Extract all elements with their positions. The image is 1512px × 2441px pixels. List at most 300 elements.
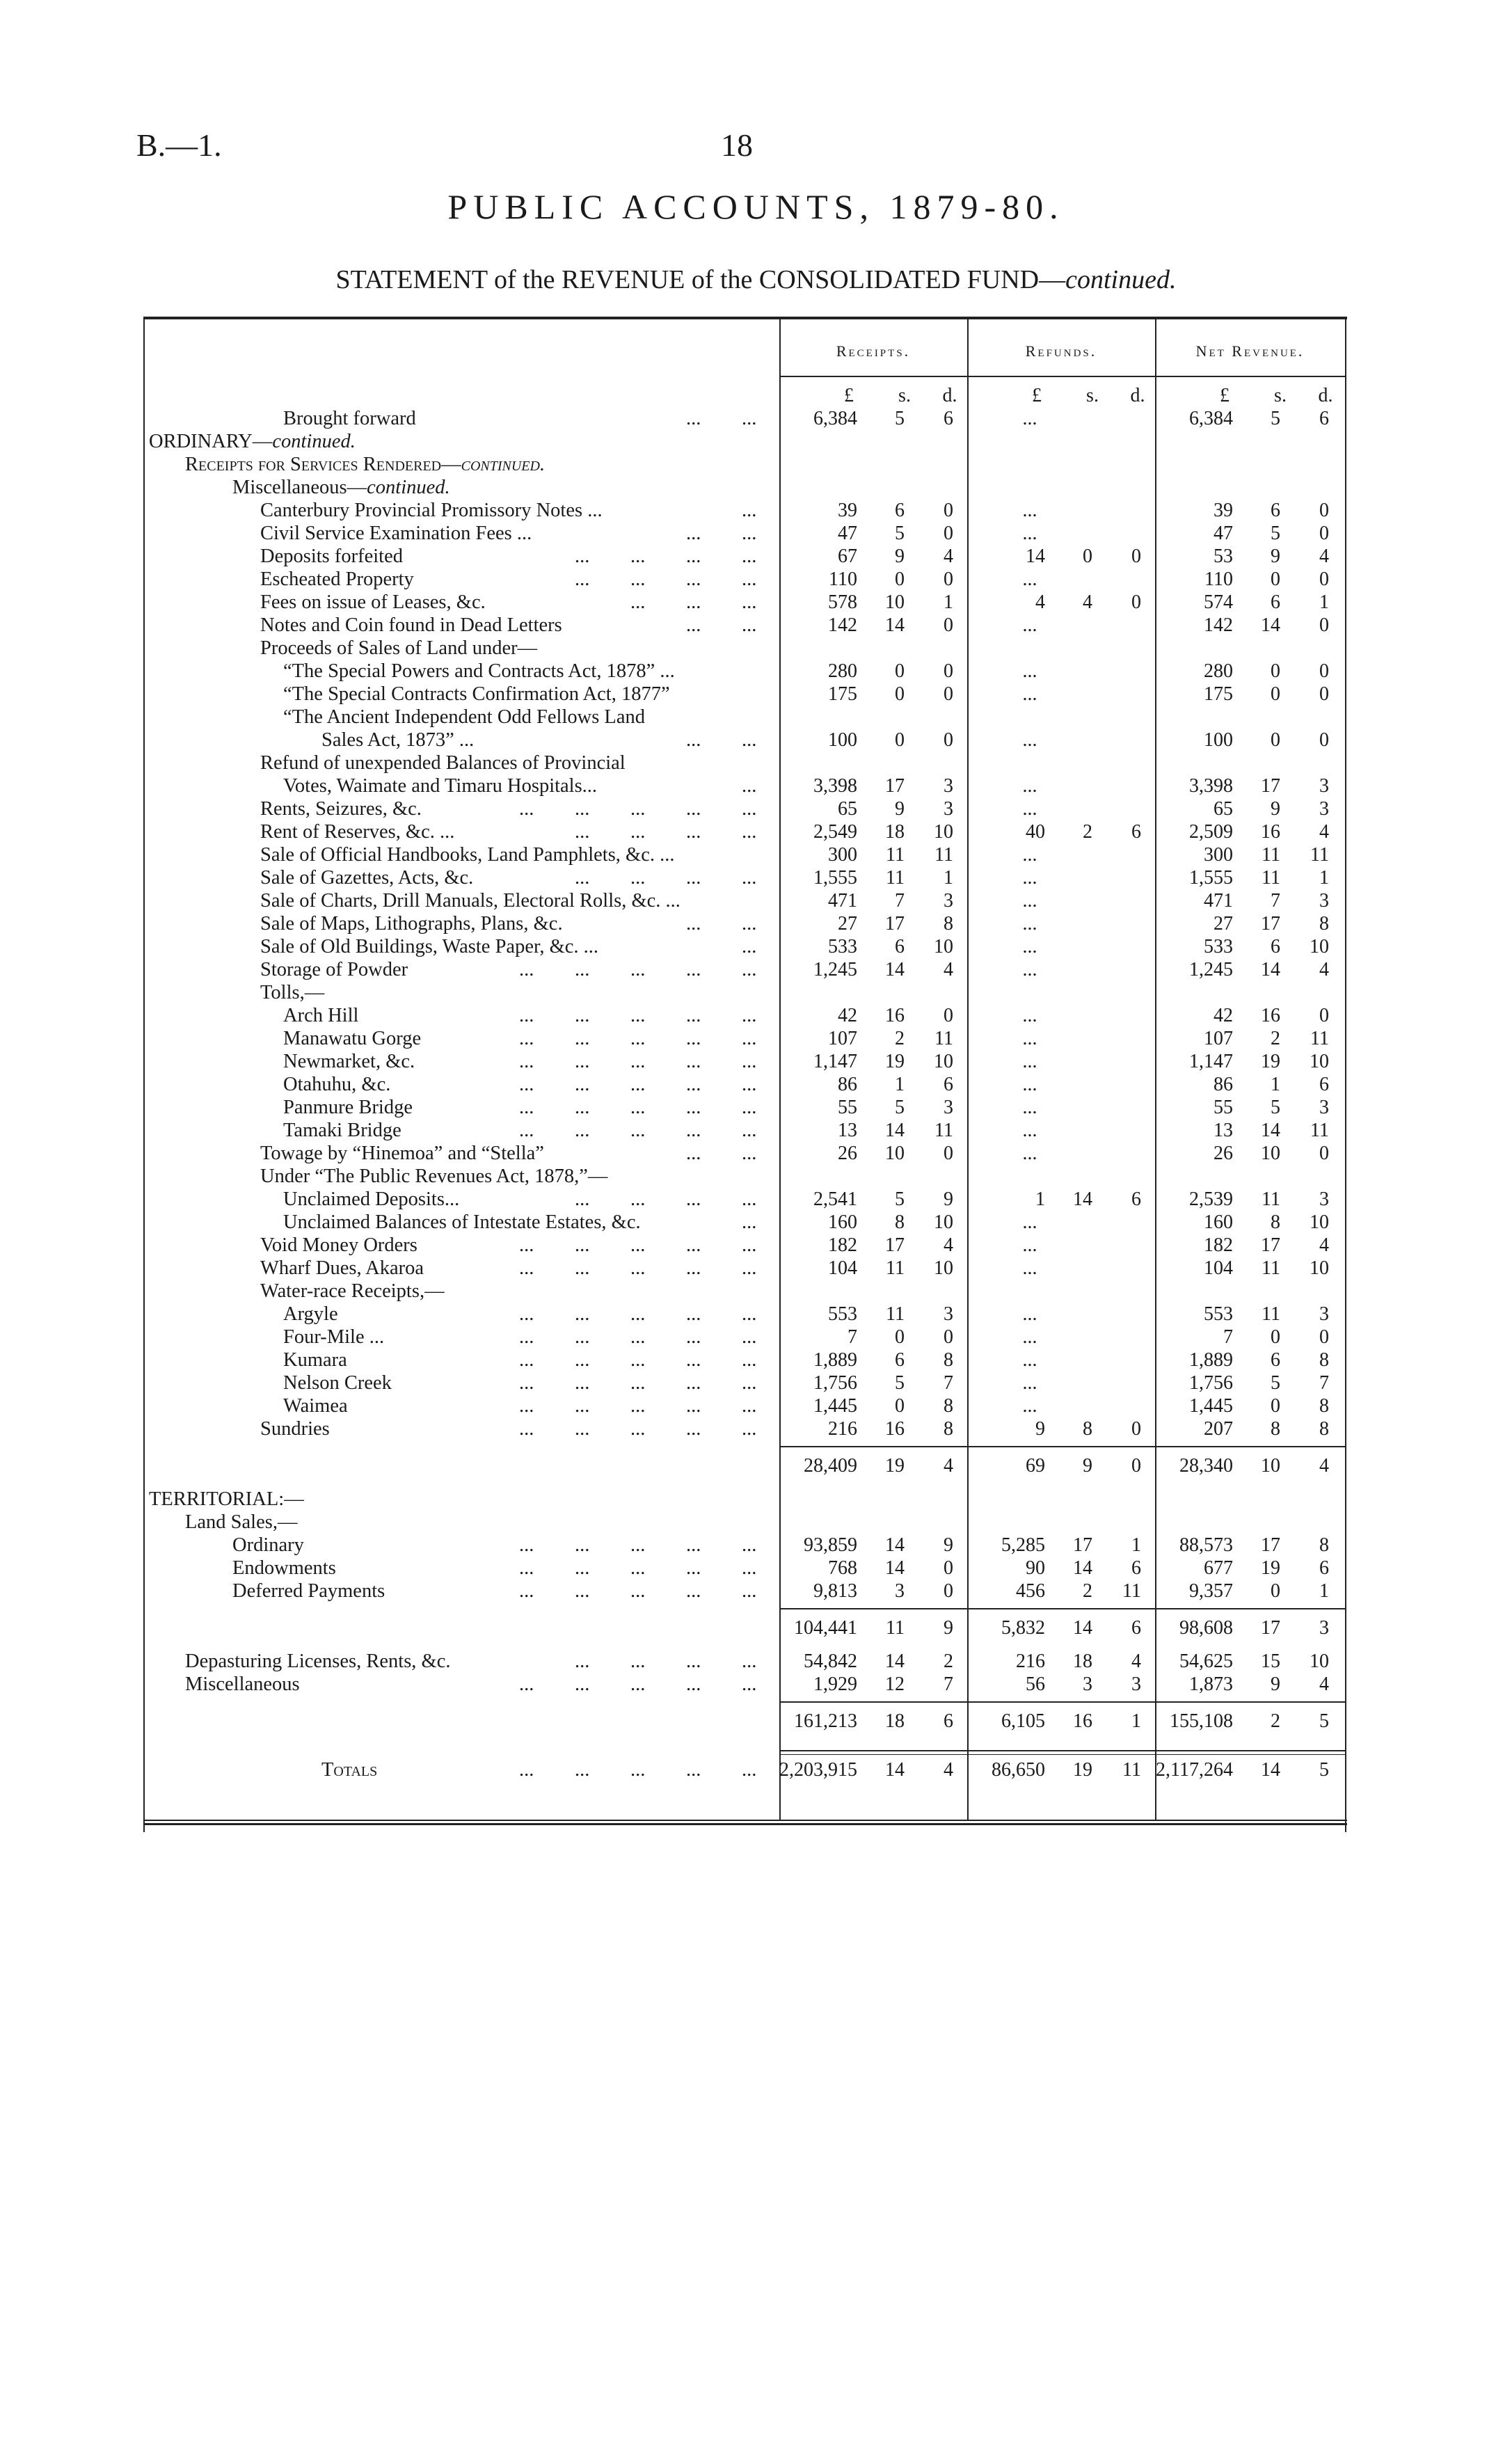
- pence-unit: d.: [1130, 385, 1145, 406]
- table-row: [143, 1371, 1347, 1394]
- row-label: [260, 820, 454, 843]
- refunds-pounds: 456: [1016, 1580, 1045, 1602]
- leader-dot: ...: [630, 867, 646, 889]
- receipts-pounds: 65: [838, 798, 857, 820]
- leader-dot: ...: [742, 523, 757, 544]
- table-row: [143, 683, 1347, 706]
- refunds-pence: 0: [1131, 591, 1141, 613]
- leader-dot: ...: [630, 591, 646, 613]
- sum-rule: [779, 1446, 1345, 1447]
- net-revenue-pounds: 677: [1204, 1557, 1233, 1579]
- net-revenue-shillings: 11: [1262, 867, 1280, 889]
- net-revenue-shillings: 11: [1262, 1303, 1280, 1325]
- statement-subtitle: [0, 264, 1512, 295]
- row-label: [260, 1280, 445, 1303]
- row-label-text: Panmure Bridge: [283, 1097, 413, 1118]
- refunds-pounds: 14: [1026, 546, 1045, 567]
- refunds-shillings: 2: [1083, 1580, 1092, 1602]
- column-header-rule: [779, 376, 1345, 377]
- refunds-nil: ...: [1022, 1234, 1037, 1256]
- leader-dot: ...: [742, 1234, 757, 1256]
- receipts-pounds: 1,929: [813, 1673, 857, 1695]
- leader-dot: ...: [575, 1418, 590, 1440]
- net-revenue-pence: 4: [1319, 1234, 1329, 1256]
- receipts-shillings: 11: [886, 1257, 905, 1279]
- row-label: [149, 1488, 304, 1511]
- leader-dot: ...: [519, 1349, 534, 1371]
- row-label-text: Under “The Public Revenues Act, 1878,”—: [260, 1166, 608, 1187]
- leader-dot: ...: [519, 1028, 534, 1049]
- leader-dot: ...: [742, 1580, 757, 1602]
- net-revenue-pounds: 7: [1223, 1326, 1233, 1348]
- receipts-shillings: 0: [895, 729, 905, 751]
- row-label: [283, 1027, 421, 1050]
- row-label-text: Civil Service Examination Fees ...: [260, 523, 532, 544]
- net-revenue-shillings: 10: [1261, 1455, 1280, 1477]
- leader-dot: ...: [742, 1120, 757, 1141]
- table-row: [143, 522, 1347, 545]
- leader-dot: ...: [686, 1257, 701, 1279]
- table-row: [143, 1673, 1347, 1696]
- table-row: [143, 1326, 1347, 1349]
- net-revenue-pounds: 1,756: [1189, 1372, 1233, 1394]
- receipts-pence: 9: [944, 1188, 953, 1210]
- leader-dot: ...: [742, 408, 757, 429]
- leader-dot: ...: [630, 1580, 646, 1602]
- net-revenue-shillings: 6: [1271, 500, 1280, 521]
- net-revenue-pence: 4: [1319, 959, 1329, 980]
- receipts-pence: 6: [944, 408, 953, 429]
- receipts-pounds: 9,813: [813, 1580, 857, 1602]
- table-row: [143, 407, 1347, 430]
- net-revenue-pence: 1: [1319, 1580, 1329, 1602]
- table-row: [143, 1650, 1347, 1673]
- leader-dot: ...: [686, 614, 701, 636]
- table-row: [143, 1349, 1347, 1371]
- leader-dot: ...: [630, 798, 646, 820]
- net-revenue-shillings: 14: [1261, 1759, 1280, 1781]
- net-revenue-pounds: 86: [1213, 1074, 1233, 1095]
- leader-dot: ...: [519, 1074, 534, 1095]
- row-label: [260, 568, 414, 591]
- table-row: [143, 614, 1347, 637]
- receipts-shillings: 11: [886, 1617, 905, 1639]
- leader-dot: ...: [686, 408, 701, 429]
- leader-dot: ...: [686, 1188, 701, 1210]
- leader-dot: ...: [575, 1005, 590, 1026]
- row-label: [283, 1349, 347, 1371]
- row-label-text: Wharf Dues, Akaroa: [260, 1257, 424, 1279]
- receipts-pounds: 104: [828, 1257, 857, 1279]
- net-revenue-shillings: 19: [1261, 1557, 1280, 1579]
- table-row: [143, 1280, 1347, 1303]
- net-revenue-shillings: 2: [1271, 1710, 1280, 1732]
- receipts-pounds: 110: [829, 568, 857, 590]
- refunds-pence: 6: [1131, 1617, 1141, 1639]
- refunds-shillings: 14: [1073, 1617, 1092, 1639]
- receipts-pence: 10: [934, 821, 953, 843]
- table-row: [143, 1119, 1347, 1142]
- net-revenue-pounds: 1,555: [1189, 867, 1233, 889]
- pound-unit: £: [844, 385, 854, 406]
- row-label-text: Notes and Coin found in Dead Letters: [260, 614, 562, 636]
- receipts-shillings: 16: [885, 1005, 905, 1026]
- receipts-pence: 3: [944, 890, 953, 912]
- leader-dot: ...: [742, 1557, 757, 1579]
- receipts-pounds: 533: [828, 936, 857, 957]
- table-row: [143, 660, 1347, 683]
- leader-dot: ...: [686, 591, 701, 613]
- net-revenue-pounds: 1,889: [1189, 1349, 1233, 1371]
- row-label-text: “The Special Contracts Confirmation Act, 1877”: [283, 683, 670, 705]
- leader-dot: ...: [630, 1097, 646, 1118]
- net-revenue-pence: 8: [1319, 913, 1329, 935]
- receipts-shillings: 10: [885, 591, 905, 613]
- net-revenue-pounds: 27: [1213, 913, 1233, 935]
- leader-dot: ...: [630, 1051, 646, 1072]
- row-label-text: Nelson Creek: [283, 1372, 392, 1394]
- leader-dot: ...: [519, 1120, 534, 1141]
- refunds-nil: ...: [1022, 798, 1037, 820]
- leader-dot: ...: [630, 1673, 646, 1695]
- leader-dot: ...: [630, 1418, 646, 1440]
- net-revenue-shillings: 9: [1271, 1673, 1280, 1695]
- receipts-shillings: 14: [885, 1534, 905, 1556]
- receipts-pounds: 160: [828, 1211, 857, 1233]
- table-row: [143, 752, 1347, 774]
- leader-dot: ...: [742, 1326, 757, 1348]
- table-row: [143, 430, 1347, 453]
- leader-dot: ...: [686, 1395, 701, 1417]
- refunds-pence: 11: [1122, 1580, 1141, 1602]
- leader-dot: ...: [575, 1097, 590, 1118]
- net-revenue-pounds: 47: [1213, 523, 1233, 544]
- row-label: [260, 522, 532, 545]
- leader-dot: ...: [575, 1257, 590, 1279]
- net-revenue-pence: 6: [1319, 1557, 1329, 1579]
- row-label: [185, 1673, 300, 1696]
- sum-rule: [779, 1608, 1345, 1609]
- net-revenue-pence: 10: [1310, 1257, 1329, 1279]
- net-revenue-shillings: 14: [1261, 1120, 1280, 1141]
- refunds-nil: ...: [1022, 1097, 1037, 1118]
- net-revenue-pounds: 104: [1204, 1257, 1233, 1279]
- row-label: [260, 797, 422, 820]
- row-label-text: Sundries: [260, 1418, 330, 1440]
- receipts-pounds: 86: [838, 1074, 857, 1095]
- receipts-pence: 3: [944, 798, 953, 820]
- row-label-text: Manawatu Gorge: [283, 1028, 422, 1049]
- receipts-shillings: 10: [885, 1143, 905, 1164]
- receipts-shillings: 14: [885, 1759, 905, 1781]
- row-label-text: Waimea: [283, 1395, 348, 1417]
- sum-rule: [779, 1750, 1345, 1751]
- leader-dot: ...: [630, 1074, 646, 1095]
- refunds-pounds: 4: [1035, 591, 1045, 613]
- receipts-pounds: 1,445: [813, 1395, 857, 1417]
- row-label-text: Sales Act, 1873” ...: [321, 729, 475, 751]
- leader-dot: ...: [575, 1372, 590, 1394]
- net-revenue-pence: 10: [1310, 1651, 1329, 1672]
- leader-dot: ...: [686, 1234, 701, 1256]
- pound-unit: £: [1220, 385, 1230, 406]
- receipts-shillings: 16: [885, 1418, 905, 1440]
- leader-dot: ...: [575, 546, 590, 567]
- receipts-shillings: 14: [885, 614, 905, 636]
- table-row: [143, 729, 1347, 752]
- refunds-nil: ...: [1022, 568, 1037, 590]
- table-row: [143, 1096, 1347, 1119]
- table-row: [143, 912, 1347, 935]
- leader-dot: ...: [742, 1303, 757, 1325]
- receipts-pounds: 175: [828, 683, 857, 705]
- receipts-pence: 10: [934, 1051, 953, 1072]
- net-revenue-shillings: 9: [1271, 546, 1280, 567]
- row-label-text: Four-Mile ...: [283, 1326, 385, 1348]
- table-row: [143, 1073, 1347, 1096]
- receipts-pounds: 1,756: [813, 1372, 857, 1394]
- leader-dot: ...: [742, 729, 757, 751]
- leader-dot: ...: [742, 1211, 757, 1233]
- row-label: [283, 683, 670, 706]
- receipts-pence: 0: [944, 1557, 953, 1579]
- page-number: 18: [721, 127, 753, 163]
- refunds-header: Refunds.: [1025, 342, 1097, 360]
- leader-dot: ...: [575, 1557, 590, 1579]
- row-label-text: Sale of Maps, Lithographs, Plans, &c.: [260, 913, 563, 935]
- net-revenue-pounds: 160: [1204, 1211, 1233, 1233]
- net-revenue-pence: 1: [1319, 591, 1329, 613]
- leader-dot: ...: [742, 1534, 757, 1556]
- leader-dot: ...: [686, 1557, 701, 1579]
- row-label: [283, 1050, 415, 1073]
- leader-dot: ...: [686, 1074, 701, 1095]
- leader-dot: ...: [686, 1418, 701, 1440]
- receipts-shillings: 6: [895, 936, 905, 957]
- refunds-shillings: 17: [1073, 1534, 1092, 1556]
- net-revenue-pounds: 280: [1204, 660, 1233, 682]
- net-revenue-pence: 0: [1319, 523, 1329, 544]
- refunds-pence: 1: [1131, 1534, 1141, 1556]
- row-label-text: Water-race Receipts,—: [260, 1280, 445, 1302]
- leader-dot: ...: [686, 913, 701, 935]
- net-revenue-pounds: 28,340: [1179, 1455, 1233, 1477]
- receipts-pence: 4: [944, 1455, 953, 1477]
- leader-dot: ...: [742, 1372, 757, 1394]
- subtitle-main: STATEMENT of the REVENUE of the CONSOLIDATED FUND—: [335, 265, 1066, 294]
- refunds-shillings: 3: [1083, 1673, 1092, 1695]
- net-revenue-pence: 0: [1319, 500, 1329, 521]
- leader-dot: ...: [742, 936, 757, 957]
- leader-dot: ...: [575, 1326, 590, 1348]
- leader-dot: ...: [686, 1051, 701, 1072]
- row-label-text: Escheated Property: [260, 568, 414, 590]
- net-revenue-shillings: 11: [1262, 844, 1280, 866]
- receipts-shillings: 19: [885, 1455, 905, 1477]
- table-row: [143, 1257, 1347, 1280]
- receipts-shillings: 5: [895, 1372, 905, 1394]
- leader-dot: ...: [686, 1372, 701, 1394]
- row-label-text: Tolls,—: [260, 982, 325, 1003]
- receipts-shillings: 14: [885, 1557, 905, 1579]
- net-revenue-pence: 8: [1319, 1418, 1329, 1440]
- leader-dot: ...: [519, 1580, 534, 1602]
- row-label: [185, 453, 545, 476]
- receipts-pounds: 39: [838, 500, 857, 521]
- row-label: [260, 614, 562, 637]
- refunds-pounds: 216: [1016, 1651, 1045, 1672]
- receipts-pounds: 2,549: [813, 821, 857, 843]
- net-revenue-shillings: 1: [1271, 1074, 1280, 1095]
- receipts-pounds: 1,555: [813, 867, 857, 889]
- receipts-pounds: 42: [838, 1005, 857, 1026]
- net-revenue-shillings: 10: [1261, 1143, 1280, 1164]
- leader-dot: ...: [630, 1557, 646, 1579]
- row-label: [260, 889, 681, 912]
- leader-dot: ...: [575, 1051, 590, 1072]
- revenue-table: [143, 317, 1347, 1832]
- table-row: [143, 1303, 1347, 1326]
- receipts-shillings: 18: [885, 1710, 905, 1732]
- table-row: [143, 1027, 1347, 1050]
- pence-unit: d.: [942, 385, 957, 406]
- net-revenue-shillings: 14: [1261, 614, 1280, 636]
- row-label-text: Deposits forfeited: [260, 546, 403, 567]
- net-revenue-pence: 0: [1319, 660, 1329, 682]
- row-label: [260, 935, 598, 958]
- row-label-continued: continued.: [367, 477, 450, 498]
- refunds-nil: ...: [1022, 523, 1037, 544]
- refunds-nil: ...: [1022, 1303, 1037, 1325]
- row-label: [283, 1188, 459, 1211]
- leader-dot: ...: [575, 1759, 590, 1781]
- subtotal-row: [143, 1710, 1347, 1733]
- receipts-pounds: 54,842: [804, 1651, 857, 1672]
- receipts-pence: 7: [944, 1372, 953, 1394]
- refunds-nil: ...: [1022, 1395, 1037, 1417]
- leader-dot: ...: [519, 1051, 534, 1072]
- leader-dot: ...: [742, 1028, 757, 1049]
- row-label: [149, 430, 356, 453]
- leader-dot: ...: [575, 1534, 590, 1556]
- row-label-text: Votes, Waimate and Timaru Hospitals...: [283, 775, 598, 797]
- shilling-unit: s.: [1274, 385, 1287, 406]
- net-revenue-shillings: 17: [1261, 913, 1280, 935]
- receipts-pence: 0: [944, 523, 953, 544]
- leader-dot: ...: [742, 867, 757, 889]
- net-revenue-pounds: 98,608: [1179, 1617, 1233, 1639]
- receipts-shillings: 19: [885, 1051, 905, 1072]
- receipts-pounds: 26: [838, 1143, 857, 1164]
- pence-unit: d.: [1318, 385, 1333, 406]
- receipts-shillings: 14: [885, 1651, 905, 1672]
- receipts-pence: 4: [944, 546, 953, 567]
- refunds-nil: ...: [1022, 867, 1037, 889]
- table-row: [143, 1557, 1347, 1580]
- receipts-shillings: 14: [885, 1120, 905, 1141]
- leader-dot: ...: [742, 1188, 757, 1210]
- row-label: [283, 1004, 358, 1027]
- refunds-pounds: 9: [1035, 1418, 1045, 1440]
- net-revenue-shillings: 14: [1261, 959, 1280, 980]
- table-row: [143, 1188, 1347, 1211]
- refunds-pounds: 5,285: [1001, 1534, 1045, 1556]
- receipts-pence: 6: [944, 1074, 953, 1095]
- receipts-pence: 0: [944, 500, 953, 521]
- row-label-text: Otahuhu, &c.: [283, 1074, 391, 1095]
- leader-dot: ...: [575, 1120, 590, 1141]
- row-label: [283, 660, 675, 683]
- receipts-pence: 11: [934, 844, 953, 866]
- receipts-shillings: 0: [895, 660, 905, 682]
- row-label-text: Tamaki Bridge: [283, 1120, 401, 1141]
- row-label: [260, 545, 403, 568]
- net-revenue-pounds: 88,573: [1179, 1534, 1233, 1556]
- net-revenue-pence: 4: [1319, 546, 1329, 567]
- table-row: [143, 935, 1347, 958]
- refunds-nil: ...: [1022, 500, 1037, 521]
- leader-dot: ...: [686, 1097, 701, 1118]
- net-revenue-pounds: 2,117,264: [1156, 1759, 1233, 1781]
- table-row: [143, 706, 1347, 729]
- net-revenue-pence: 3: [1319, 1188, 1329, 1210]
- leader-dot: ...: [630, 1326, 646, 1348]
- net-revenue-shillings: 17: [1261, 1234, 1280, 1256]
- row-label: [260, 591, 486, 614]
- leader-dot: ...: [742, 775, 757, 797]
- receipts-shillings: 11: [886, 1303, 905, 1325]
- refunds-pence: 4: [1131, 1651, 1141, 1672]
- net-revenue-shillings: 0: [1271, 1580, 1280, 1602]
- leader-dot: ...: [686, 1349, 701, 1371]
- refunds-nil: ...: [1022, 1257, 1037, 1279]
- receipts-pence: 6: [944, 1710, 953, 1732]
- currency-units-row: [143, 384, 1347, 407]
- net-revenue-pence: 3: [1319, 1097, 1329, 1118]
- refunds-pounds: 6,105: [1001, 1710, 1045, 1732]
- row-label-text: Void Money Orders: [260, 1234, 417, 1256]
- table-row: [143, 1417, 1347, 1440]
- row-label: [260, 958, 408, 981]
- net-revenue-shillings: 0: [1271, 1326, 1280, 1348]
- net-revenue-pounds: 55: [1213, 1097, 1233, 1118]
- receipts-pence: 3: [944, 1097, 953, 1118]
- receipts-shillings: 5: [895, 1188, 905, 1210]
- table-row: [143, 499, 1347, 522]
- refunds-shillings: 18: [1073, 1651, 1092, 1672]
- net-revenue-pounds: 471: [1204, 890, 1233, 912]
- receipts-pounds: 578: [828, 591, 857, 613]
- leader-dot: ...: [575, 1395, 590, 1417]
- net-revenue-pence: 0: [1319, 1005, 1329, 1026]
- row-label: [283, 1073, 390, 1096]
- leader-dot: ...: [575, 821, 590, 843]
- leader-dot: ...: [630, 1759, 646, 1781]
- receipts-pence: 0: [944, 1580, 953, 1602]
- net-revenue-pounds: 182: [1204, 1234, 1233, 1256]
- leader-dot: ...: [630, 959, 646, 980]
- net-revenue-shillings: 17: [1261, 1534, 1280, 1556]
- receipts-shillings: 14: [885, 959, 905, 980]
- receipts-shillings: 5: [895, 523, 905, 544]
- refunds-nil: ...: [1022, 729, 1037, 751]
- row-label-text: Refund of unexpended Balances of Provincial: [260, 752, 626, 774]
- row-label: [260, 1234, 417, 1257]
- receipts-shillings: 17: [885, 775, 905, 797]
- table-row: [143, 866, 1347, 889]
- net-revenue-pence: 3: [1319, 890, 1329, 912]
- row-label: [260, 1165, 607, 1188]
